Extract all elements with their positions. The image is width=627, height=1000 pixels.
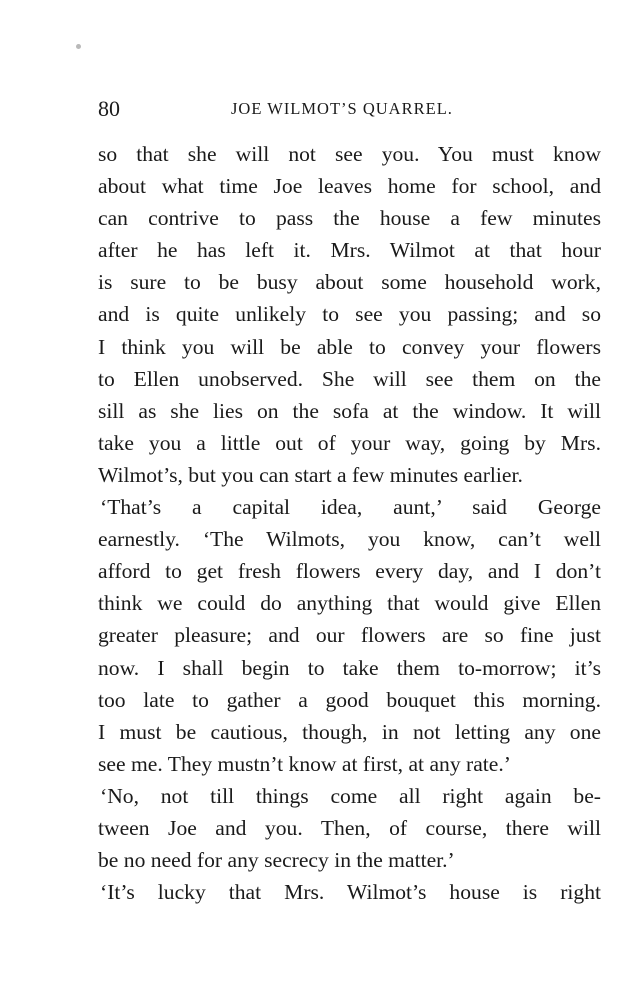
text-line: sill as she lies on the sofa at the window. It will <box>98 398 601 423</box>
text-line: see me. They mustn’t know at first, at any rate.’ <box>98 751 511 776</box>
running-head: JOE WILMOT’S QUARREL. <box>231 99 453 118</box>
text-line: Wilmot’s, but you can start a few minutes earlier. <box>98 462 523 487</box>
text-line: too late to gather a good bouquet this morning. <box>98 687 601 712</box>
text-line: I must be cautious, though, in not letting any one <box>98 719 601 744</box>
paper-speck <box>76 44 81 49</box>
text-line: so that she will not see you. You must know <box>98 142 601 166</box>
text-line: now. I shall begin to take them to-morrow; it’s <box>98 655 601 680</box>
text-line: and is quite unlikely to see you passing; and so <box>98 302 601 327</box>
text-line: ‘It’s lucky that Mrs. Wilmot’s house is right <box>100 880 601 905</box>
text-line: tween Joe and you. Then, of course, there will <box>98 815 601 840</box>
text-line: after he has left it. Mrs. Wilmot at that hour <box>98 238 601 263</box>
text-line: ‘No, not till things come all right again be- <box>100 783 601 808</box>
text-line: afford to get fresh flowers every day, and I don’t <box>98 559 601 584</box>
text-line: take you a little out of your way, going by Mrs. <box>98 430 601 455</box>
body-text <box>98 138 601 908</box>
text-line: ‘That’s a capital idea, aunt,’ said George <box>100 495 601 520</box>
text-line: be no need for any secrecy in the matter.’ <box>98 848 455 873</box>
text-line: can contrive to pass the house a few minutes <box>98 206 601 231</box>
page-header <box>98 96 601 126</box>
text-line: earnestly. ‘The Wilmots, you know, can’t well <box>98 527 601 552</box>
text-line: greater pleasure; and our flowers are so fine just <box>98 623 601 648</box>
page-number: 80 <box>98 96 120 121</box>
text-line: think we could do anything that would give Ellen <box>98 591 601 616</box>
text-line: I think you will be able to convey your flowers <box>98 334 601 359</box>
text-line: about what time Joe leaves home for school, and <box>98 174 601 199</box>
text-line: is sure to be busy about some household work, <box>98 270 601 295</box>
text-line: to Ellen unobserved. She will see them on the <box>98 366 601 391</box>
